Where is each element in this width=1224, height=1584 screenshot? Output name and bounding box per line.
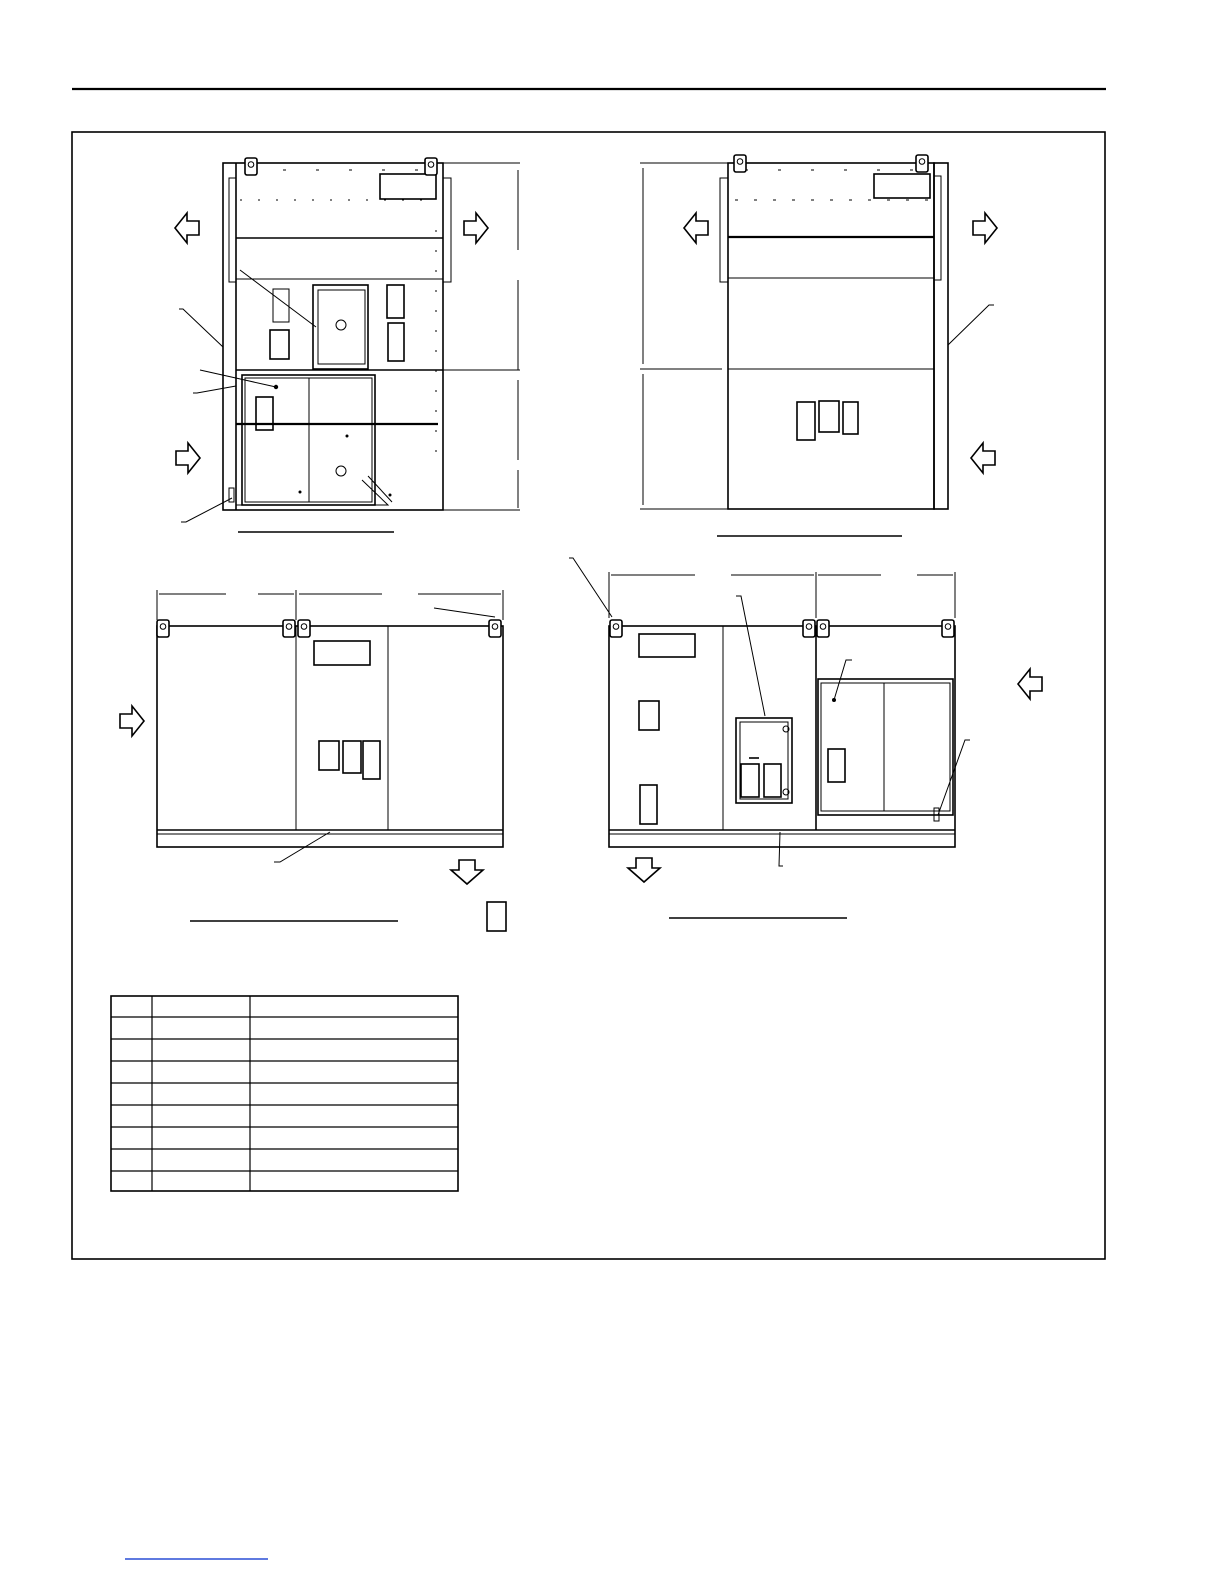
legend-table	[111, 996, 458, 1191]
airflow-arrow-icon	[175, 213, 199, 243]
top-view	[175, 158, 520, 532]
airflow-arrow-icon	[120, 706, 144, 736]
airflow-arrow-icon	[1018, 669, 1042, 699]
airflow-arrow-icon	[971, 443, 995, 473]
airflow-arrow-icon	[464, 213, 488, 243]
table-border	[111, 996, 458, 1191]
rear-view	[569, 558, 1042, 918]
airflow-arrow-icon	[684, 213, 708, 243]
front-view	[120, 590, 506, 931]
side-view-right	[640, 155, 997, 536]
airflow-arrow-icon	[451, 860, 483, 884]
airflow-arrow-icon	[973, 213, 997, 243]
airflow-arrow-icon	[176, 443, 200, 473]
airflow-arrow-icon	[628, 858, 660, 882]
